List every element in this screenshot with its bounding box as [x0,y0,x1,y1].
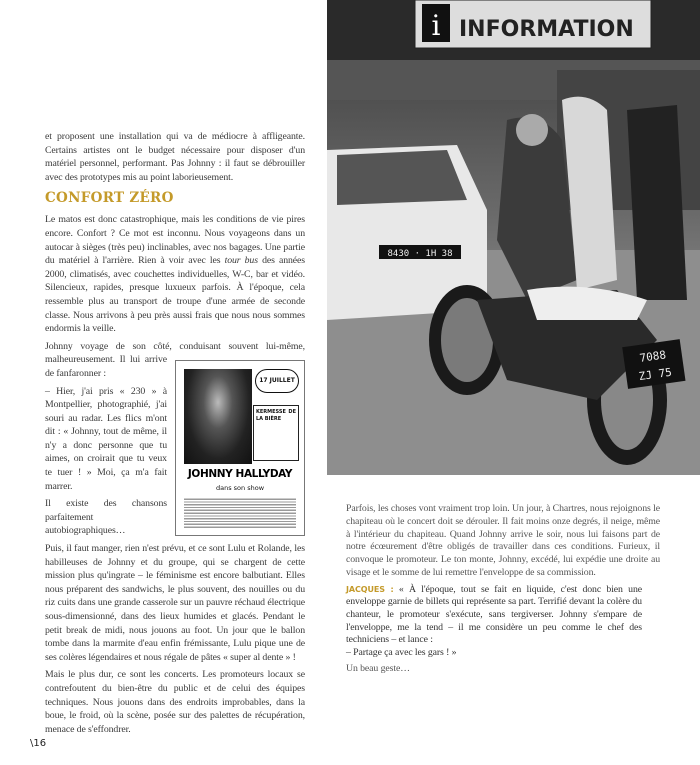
text: Le matos est donc catastrophique, mais les conditions de vie pires encore. Confort ? Ce mot est inconnu. Nous voyageons dans un autocar à sièges (très peu) inclinables, avec nos bagages. Une partie du matériel à l'arrière. Rien à voir avec les [45,214,305,267]
poster-date-text: 17 JUILLET [259,376,295,384]
photo-illustration [327,0,700,475]
paragraph: – Hier, j'ai pris « 230 » à Montpellier, photographié, j'ai souri au radar. Les flics m'ont dit : « Johnny, tout de même, il n'y a donc personne que tu aimes, on croirait que tu veux te tuer ! » Moi, ça m'a fait marrer. [45,385,167,492]
sign-text: INFORMATION [459,17,634,42]
quote-speaker: JACQUES : [346,584,394,594]
paragraph: Parfois, les choses vont vraiment trop loin. Un jour, à Chartres, nous rejoignons le chapiteau où le concert doit se dérouler. Il fait moins onze degrés, il neige, même à l'intérieur du chapiteau. Quand Johnny arrive le soir, nous lui faisons part de notre écœurement d'être obligés de travailler dans ces conditions. Furieux, il convoque le promoteur. Le ton monte, Johnny, excédé, lui expédie une droite au visage et le somme de lui remettre l'enveloppe de sa commission. [346,503,660,578]
moto-plate-line2: ZJ 75 [638,365,673,384]
emphasis: tour bus [224,255,258,267]
section-heading: CONFORT ZÉRO [45,190,174,207]
quote-end: – Partage ça avec les gars ! » [346,646,457,658]
quote [346,584,642,660]
car-plate: 8430 · 1H 38 [387,249,453,259]
page-number: \16 [30,738,47,749]
paragraph: et proposent une installation qui va de médiocre à affligeante. Certains artistes ont le budget nécessaire pour disposer d'un matériel personnel, performant. Pas Johnny : il faut se débrouiller avec des prototypes mis au point laborieusement. [45,131,305,183]
poster-event: KERMESSE DE LA BIÈRE [253,405,299,461]
text: des années 2000, climatisés, avec couchettes individuelles, W-C, bar et vidéo. Silencieux, rapides, presque luxueux parfois. À l'époque, cela ressemble plus au transport de troupe d'une armée de seconde classe. Nous arrivons à peu près aussi frais que nous nous sommes endormis la veille. [45,255,306,335]
poster-photo [184,369,252,464]
paragraph: Un beau geste… [346,663,410,675]
paragraph: Mais le plus dur, ce sont les concerts. Les promoteurs locaux se contrefoutent du bien-être du public et de celui des équipes techniques. Nous jouons dans des endroits improbables, dans la boue, le froid, où la scène, posée sur des palettes de récupération, menace de s'effondrer. [45,669,305,735]
paragraph: Puis, il faut manger, rien n'est prévu, et ce sont Lulu et Rolande, les habilleuses de Johnny et du groupe, qui se chargent de cette mission plus qu'ingrate – le féminisme est encore balbutiant. Elles nous préparent des sandwichs, le plus souvent, des nouilles ou du riz cuits dans une grande casserole sur un pauvre réchaud électrique sous-dimensionné, dans des lieux humides et glacés. Pendant le petit break de midi, nous jouons au foot. Un jour que le ballon tombe dans la marmite d'eau enfin frémissante, Lulu pique une de ses colères légendaires et nous régale de pâtes « super al dente » ! [45,543,305,663]
poster-subtitle: dans son show [215,483,265,492]
paragraph: Johnny voyage de son côté, conduisant souvent lui-même, malheureusement. Il lui arrive de fanfaronner : [45,340,305,379]
poster-title: JOHNNY HALLYDAY [187,467,293,480]
moto-plate-line1: 7088 [638,348,667,365]
poster-date [255,369,299,393]
sign-icon: i [431,9,441,42]
quote-text: « À l'époque, tout se fait en liquide, c'est donc bien une enveloppe garnie de billets qui représente sa part. Terrifié devant la colère du chanteur, le promoteur s'exécute, sans tergiverser. Johnny s'empare de l'enveloppe, me la tend – il me considère un peu comme le chef des techniciens – et lance : [346,583,642,646]
motorcycle-photo [327,0,700,475]
paragraph [45,213,305,335]
paragraph: Il existe des chansons parfaitement autobiographiques… [45,498,167,537]
concert-poster-image [175,360,305,536]
poster-text-columns [184,497,296,529]
left-column [45,130,305,740]
right-column [346,503,660,680]
